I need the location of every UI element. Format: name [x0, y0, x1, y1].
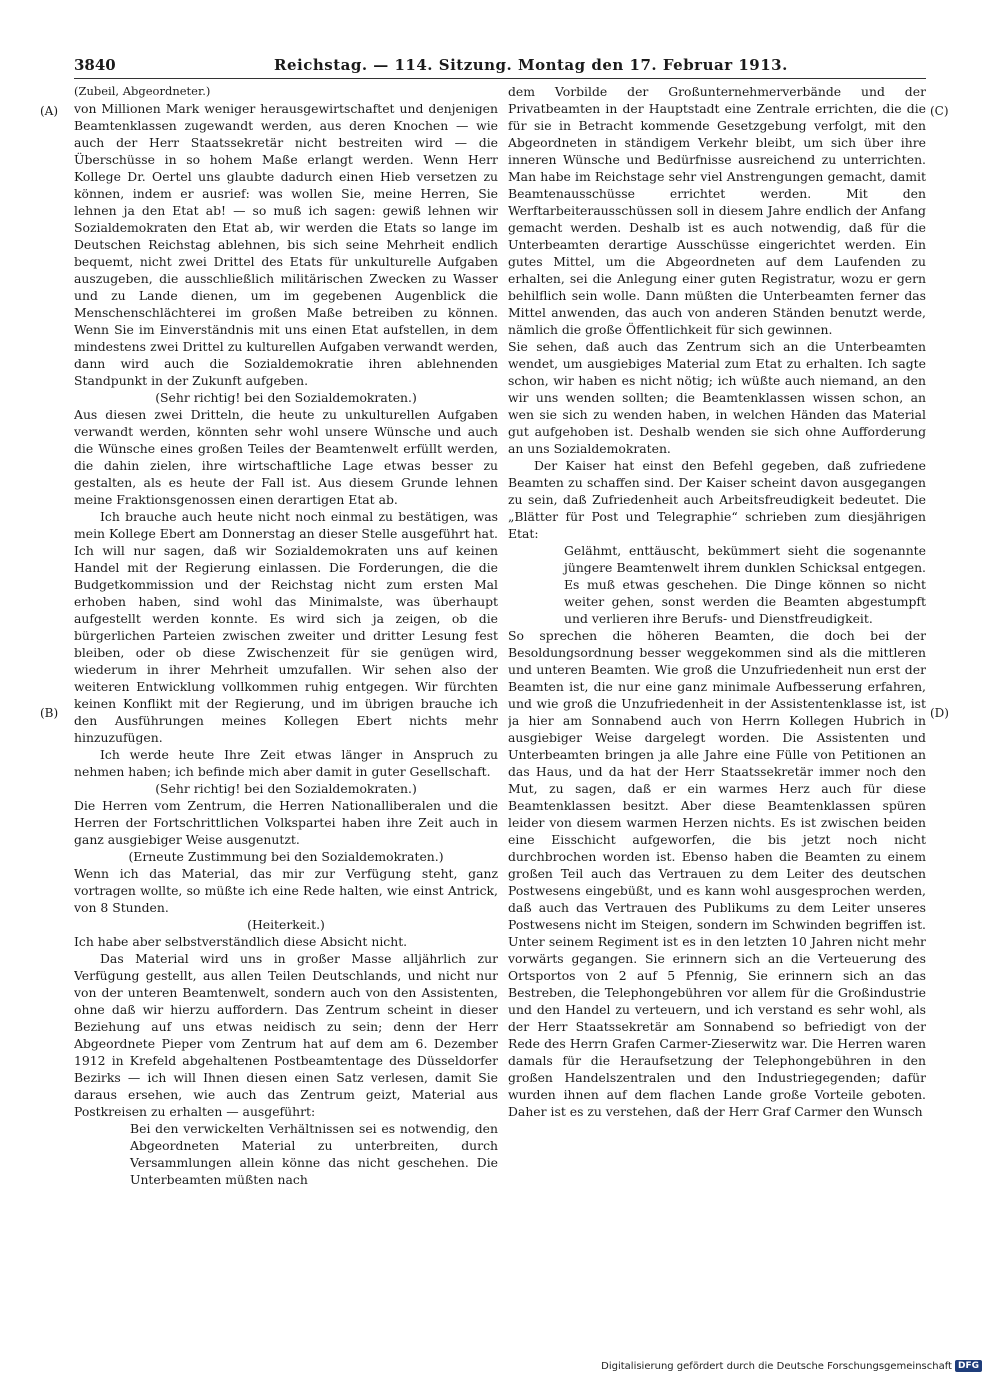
interjection: (Sehr richtig! bei den Sozialdemokraten.) — [155, 781, 417, 796]
quotation: Gelähmt, enttäuscht, bekümmert sieht die sogenannte jüngere Beamtenwelt ihrem dunklen Schicksal entgegen. Es muß etwas geschehen. Die Dinge können so nicht weiter gehen, sonst werden die Beamten abgestumpft und verlieren ihre Berufs- und Dienstfreudigkeit. — [564, 543, 926, 626]
speaker-label: (Zubeil, Abgeordneter.) — [74, 84, 211, 98]
paragraph: Das Material wird uns in großer Masse alljährlich zur Verfügung gestellt, aus allen Teilen Deutschlands, und nicht nur von der unteren Beamtenwelt, sondern auch von den Assistenten, ohne daß wir hierzu auffordern. Das Zentrum scheint in dieser Beziehung auf uns etwas neidisch zu sein; denn der Herr Abgeordnete Pieper vom Zentrum hat auf dem am 6. Dezember 1912 in Krefeld abgehaltenen Postbeamtentage des Düsseldorfer Bezirks — ich will Ihnen diesen einen Satz verlesen, damit Sie daraus ersehen, wie auch das Zentrum geizt, Material aus Postkreisen zu erhalten — ausgeführt: — [74, 951, 498, 1119]
page-header — [74, 56, 926, 79]
footer-credit: Digitalisierung gefördert durch die Deutsche Forschungsgemeinschaft — [601, 1360, 952, 1372]
paragraph: Wenn ich das Material, das mir zur Verfügung steht, ganz vortragen wollte, so müßte ich eine Rede halten, wie einst Antrick, von 8 Stunden. — [74, 866, 498, 915]
margin-marker-b: (B) — [40, 706, 59, 720]
paragraph: Ich werde heute Ihre Zeit etwas länger in Anspruch zu nehmen haben; ich befinde mich aber damit in guter Gesellschaft. — [74, 747, 498, 779]
left-column — [74, 83, 498, 1323]
quotation: dem Vorbilde der Großunternehmerverbände und der Privatbeamten in der Hauptstadt eine Zentrale errichten, die die für sie in Betracht kommende Gesetzgebung verfolgt, mit den Abgeordneten in ständigem Verkehr bleibt, um sich über ihre inneren Wünsche und Bedürfnisse ausreichend zu unterrichten. Man habe im Reichstage sehr viel Anstrengungen gemacht, damit Beamtenausschüsse errichtet werden. Mit den Werftarbeiterausschüssen soll in diesem Jahre endlich der Anfang gemacht werden. Deshalb ist es auch notwendig, daß für die Unterbeamten derartige Ausschüsse eingerichtet werden. Ein gutes Mittel, um die Abgeordneten auf dem Laufenden zu erhalten, sei die Anlegung einer guten Registratur, wozu er gern behilflich sein wolle. Dann müßten die Unterbeamten ferner das Mittel anwenden, das auch von anderen Ständen benutzt werde, nämlich die große Öffentlichkeit für sich gewinnen. — [508, 84, 926, 337]
quotation: Bei den verwickelten Verhältnissen sei es notwendig, den Abgeordneten Material zu unterbreiten, durch Versammlungen allein könne das nicht geschehen. Die Unterbeamten müßten nach — [130, 1121, 498, 1187]
footer — [601, 1360, 982, 1372]
interjection: (Sehr richtig! bei den Sozialdemokraten.) — [155, 390, 417, 405]
paragraph: Aus diesen zwei Dritteln, die heute zu unkulturellen Aufgaben verwandt werden, könnten sehr wohl unsere Wünsche und auch die Wünsche eines großen Teiles der Beamtenwelt erfüllt werden, die dahin zielen, ihre wirtschaftliche Lage etwas besser zu gestalten, als es heute der Fall ist. Aus diesem Grunde lehnen meine Fraktionsgenossen einen derartigen Etat ab. — [74, 407, 498, 507]
paragraph: von Millionen Mark weniger herausgewirtschaftet und denjenigen Beamtenklassen zugewandt werden, aus deren Knochen — wie auch der Herr Staatssekretär nicht bestreiten wird — die Überschüsse in so hohem Maße erlangt werden. Wenn Herr Kollege Dr. Oertel uns glaubte dadurch einen Hieb versetzen zu können, indem er ausrief: was wollen Sie, meine Herren, Sie lehnen ja den Etat ab! — so muß ich sagen: gewiß lehnen wir Sozialdemokraten den Etat ab, wir werden die Etats so lange im Deutschen Reichstag ablehnen, bis sich seine Mehrheit endlich bequemt, nicht zwei Drittel des Etats für unkulturelle Aufgaben auszugeben, die ausschließlich militärischen Zwecken zu Wasser und zu Lande dienen, um im gegebenen Augenblick die Menschenschlächterei im großen Maße betreiben zu können. Wenn Sie im Einverständnis mit uns einen Etat aufstellen, in dem mindestens zwei Drittel zu kulturellen Aufgaben verwandt werden, dann wird auch die Sozialdemokratie ihren ablehnenden Standpunkt in der Zukunft aufgeben. — [74, 101, 498, 388]
paragraph: Ich brauche auch heute nicht noch einmal zu bestätigen, was mein Kollege Ebert am Donnerstag an dieser Stelle ausgeführt hat. Ich will nur sagen, daß wir Sozialdemokraten uns auf keinen Handel mit der Regierung einlassen. Die Forderungen, die die Budgetkommission und der Reichstag nicht zum ersten Mal erhoben haben, sind wohl das Minimalste, was überhaupt aufgestellt werden konnte. Es wird sich ja zeigen, ob die bürgerlichen Parteien zwischen zweiter und dritter Lesung fest bleiben, oder ob diese Zwischenzeit für sie genügen wird, wiederum in ihrer Mehrheit umzufallen. Wir sehen also der weiteren Entwicklung vollkommen ruhig entgegen. Wir fürchten keinen Konflikt mit der Regierung, und im übrigen brauche ich den Ausführungen meines Kollegen Ebert nichts mehr hinzuzufügen. — [74, 509, 498, 745]
interjection: (Erneute Zustimmung bei den Sozialdemokraten.) — [128, 849, 444, 864]
right-column — [508, 83, 926, 1323]
margin-marker-c: (C) — [930, 104, 949, 118]
page-number: 3840 — [74, 56, 116, 74]
paragraph: Der Kaiser hat einst den Befehl gegeben, daß zufriedene Beamten zu schaffen sind. Der Kaiser scheint davon ausgegangen zu sein, daß Zufriedenheit auch Arbeitsfreudigkeit bedeutet. Die „Blätter für Post und Telegraphie“ schrieben zum diesjährigen Etat: — [508, 458, 926, 541]
dfg-logo: DFG — [955, 1360, 982, 1372]
interjection: (Heiterkeit.) — [247, 917, 325, 932]
margin-marker-a: (A) — [40, 104, 59, 118]
paragraph: So sprechen die höheren Beamten, die doch bei der Besoldungsordnung besser weggekommen sind als die mittleren und unteren Beamten. Wie groß die Unzufriedenheit nun erst der Beamten ist, die nur eine ganz minimale Aufbesserung erfahren, und wie groß die Unzufriedenheit in der Assistentenklasse ist, ist ja hier am Sonnabend auch von Herrn Kollegen Hubrich in ausgiebiger Weise dargelegt worden. Die Assistenten und Unterbeamten bringen ja alle Jahre eine Fülle von Petitionen an das Haus, und da hat der Herr Staatssekretär immer noch den Mut, zu sagen, daß er ein warmes Herz auch für diese Beamtenklassen besitzt. Aber diese Beamtenklassen spüren leider von diesem warmen Herzen nichts. Es ist zwischen beiden eine Eisschicht aufgeworfen, die bis jetzt noch nicht durchbrochen worden ist. Ebenso haben die Beamten zu einem großen Teil auch das Vertrauen zu dem Leiter des deutschen Postwesens eingebüßt, und es kann wohl ausgesprochen werden, daß auch das Vertrauen des Publikums zu dem Leiter unseres Postwesens nicht im Steigen, sondern im Schwinden begriffen ist. Unter seinem Regiment ist es in den letzten 10 Jahren nicht mehr vorwärts gegangen. Sie erinnern sich an die Verteuerung des Ortsportos von 2 auf 5 Pfennig, Sie erinnern sich an das Bestreben, die Telephongebühren vor allem für die Großindustrie und den Handel zu verteuern, und ich verstand es sehr wohl, als der Herr Staatssekretär am Sonnabend so befriedigt von der Rede des Herrn Grafen Carmer-Zieserwitz war. Die Herren waren damals für die Heraufsetzung der Telephongebühren in den großen Handelszentralen und den Industriegegenden; dafür wurden ihnen auf dem flachen Lande große Vorteile geboten. Daher ist es zu verstehen, daß der Herr Graf Carmer den Wunsch — [508, 628, 926, 1119]
paragraph: Ich habe aber selbstverständlich diese Absicht nicht. — [74, 934, 408, 949]
paragraph: Sie sehen, daß auch das Zentrum sich an die Unterbeamten wendet, um ausgiebiges Material zum Etat zu erhalten. Ich sagte schon, wir haben es nicht nötig; ich wüßte auch niemand, an den wir uns wenden sollten; die Beamtenklassen wissen schon, an wen sie sich zu wenden haben, in welchen Händen das Material gut aufgehoben ist. Deshalb wenden sie sich ohne Aufforderung an uns Sozialdemokraten. — [508, 339, 926, 456]
paragraph: Die Herren vom Zentrum, die Herren Nationalliberalen und die Herren der Fortschrittlichen Volkspartei haben ihre Zeit auch in ganz ausgiebiger Weise ausgenutzt. — [74, 798, 498, 847]
running-title: Reichstag. — 114. Sitzung. Montag den 17. Februar 1913. — [274, 56, 788, 74]
margin-marker-d: (D) — [930, 706, 949, 720]
